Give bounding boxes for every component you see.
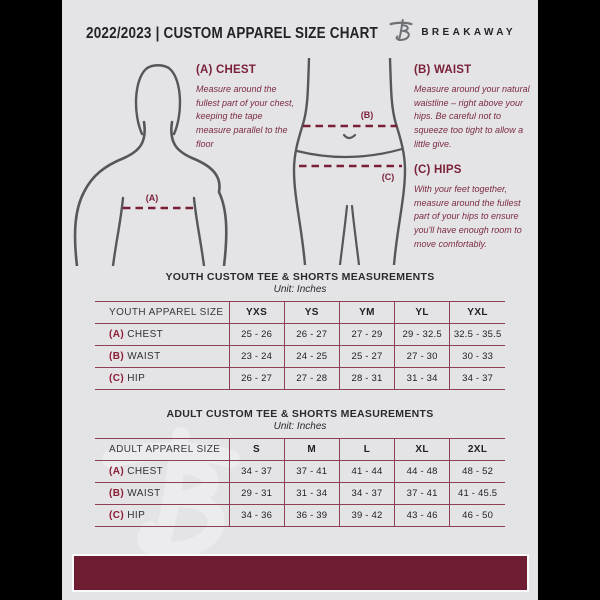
hips-guide-heading: (C) HIPS bbox=[414, 164, 462, 176]
size-col-yxs: YXS bbox=[229, 302, 284, 324]
waist-guide-heading: (B) WAIST bbox=[414, 64, 472, 76]
measurement-value: 24 - 25 bbox=[284, 346, 339, 368]
adult-size-col-header: ADULT APPAREL SIZE bbox=[95, 439, 229, 461]
youth-table-title: YOUTH CUSTOM TEE & SHORTS MEASUREMENTS bbox=[165, 271, 435, 283]
row-marker: (B) bbox=[109, 488, 125, 499]
chest-guide-heading: (A) CHEST bbox=[196, 64, 256, 76]
measurement-value: 31 - 34 bbox=[395, 368, 450, 390]
measurement-value: 25 - 26 bbox=[229, 324, 284, 346]
measurement-value: 39 - 42 bbox=[339, 505, 394, 527]
measurement-value: 27 - 28 bbox=[284, 368, 339, 390]
measurement-value: 44 - 48 bbox=[395, 461, 450, 483]
row-label: WAIST bbox=[127, 488, 161, 499]
measurement-value: 29 - 32.5 bbox=[395, 324, 450, 346]
measurement-value: 31 - 34 bbox=[284, 483, 339, 505]
lower-body-figure-diagram bbox=[290, 58, 410, 265]
row-label: HIP bbox=[127, 373, 146, 384]
youth-size-table bbox=[95, 301, 505, 390]
row-marker: (C) bbox=[109, 510, 125, 521]
measurement-value: 37 - 41 bbox=[284, 461, 339, 483]
measurement-value: 23 - 24 bbox=[229, 346, 284, 368]
table-row bbox=[95, 483, 505, 505]
waist-guide bbox=[414, 64, 530, 151]
measurement-value: 43 - 46 bbox=[395, 505, 450, 527]
size-col-yxl: YXL bbox=[450, 302, 505, 324]
size-col-l: L bbox=[339, 439, 394, 461]
size-chart-page bbox=[62, 0, 538, 600]
measurement-value: 26 - 27 bbox=[229, 368, 284, 390]
brand-lockup bbox=[388, 17, 516, 48]
table-row bbox=[95, 461, 505, 483]
adult-measurements-section bbox=[62, 408, 538, 527]
measurement-value: 41 - 44 bbox=[339, 461, 394, 483]
page-header bbox=[86, 16, 516, 48]
table-row bbox=[95, 346, 505, 368]
measurement-value: 34 - 37 bbox=[229, 461, 284, 483]
hips-marker-label: (C) bbox=[381, 172, 395, 182]
hips-guide-text: With your feet together, measure around the fullest part of your hips to ensure you'll have enough room to move comfortably. bbox=[414, 184, 522, 249]
size-col-s: S bbox=[229, 439, 284, 461]
measurement-value: 26 - 27 bbox=[284, 324, 339, 346]
measurement-value: 25 - 27 bbox=[339, 346, 394, 368]
measurement-value: 29 - 31 bbox=[229, 483, 284, 505]
hips-guide bbox=[414, 164, 532, 251]
footer-accent-bar bbox=[72, 554, 529, 592]
table-row bbox=[95, 368, 505, 390]
size-col-m: M bbox=[284, 439, 339, 461]
measurement-value: 27 - 29 bbox=[339, 324, 394, 346]
row-marker: (C) bbox=[109, 373, 125, 384]
row-label: WAIST bbox=[127, 351, 161, 362]
chest-guide-text: Measure around the fullest part of your chest, keeping the tape measure parallel to the floor bbox=[196, 84, 295, 149]
measurement-value: 32.5 - 35.5 bbox=[450, 324, 505, 346]
measurement-value: 28 - 31 bbox=[339, 368, 394, 390]
measurement-value: 48 - 52 bbox=[450, 461, 505, 483]
measurement-value: 34 - 36 bbox=[229, 505, 284, 527]
brand-name: BREAKAWAY bbox=[421, 26, 516, 38]
measurement-value: 36 - 39 bbox=[284, 505, 339, 527]
waist-marker-label: (B) bbox=[360, 110, 374, 120]
size-col-ym: YM bbox=[339, 302, 394, 324]
row-label: CHEST bbox=[127, 466, 164, 477]
table-row bbox=[95, 324, 505, 346]
measurement-value: 46 - 50 bbox=[450, 505, 505, 527]
measurement-value: 27 - 30 bbox=[395, 346, 450, 368]
measurement-value: 37 - 41 bbox=[395, 483, 450, 505]
measurement-value: 34 - 37 bbox=[450, 368, 505, 390]
table-row bbox=[95, 505, 505, 527]
size-col-2xl: 2XL bbox=[450, 439, 505, 461]
breakaway-b-logo-icon bbox=[388, 17, 414, 48]
youth-table-unit: Unit: Inches bbox=[273, 284, 327, 295]
size-col-ys: YS bbox=[284, 302, 339, 324]
chest-guide bbox=[196, 64, 299, 151]
row-marker: (A) bbox=[109, 466, 125, 477]
page-title: 2022/2023 | CUSTOM APPAREL SIZE CHART bbox=[86, 23, 379, 41]
measurement-value: 30 - 33 bbox=[450, 346, 505, 368]
row-label: CHEST bbox=[127, 329, 164, 340]
size-col-xl: XL bbox=[395, 439, 450, 461]
youth-table-header-row bbox=[95, 302, 505, 324]
chest-marker-label: (A) bbox=[145, 193, 159, 203]
youth-size-col-header: YOUTH APPAREL SIZE bbox=[95, 302, 229, 324]
size-col-yl: YL bbox=[395, 302, 450, 324]
adult-table-unit: Unit: Inches bbox=[273, 421, 327, 432]
adult-table-title: ADULT CUSTOM TEE & SHORTS MEASUREMENTS bbox=[166, 408, 434, 420]
youth-measurements-section bbox=[62, 271, 538, 390]
row-label: HIP bbox=[127, 510, 146, 521]
adult-table-header-row bbox=[95, 439, 505, 461]
row-marker: (B) bbox=[109, 351, 125, 362]
row-marker: (A) bbox=[109, 329, 125, 340]
waist-guide-text: Measure around your natural waistline – right above your hips. Be careful not to squeeze too tight to allow a little give. bbox=[414, 84, 530, 149]
adult-size-table bbox=[95, 438, 505, 527]
measurement-value: 34 - 37 bbox=[339, 483, 394, 505]
measurement-value: 41 - 45.5 bbox=[450, 483, 505, 505]
